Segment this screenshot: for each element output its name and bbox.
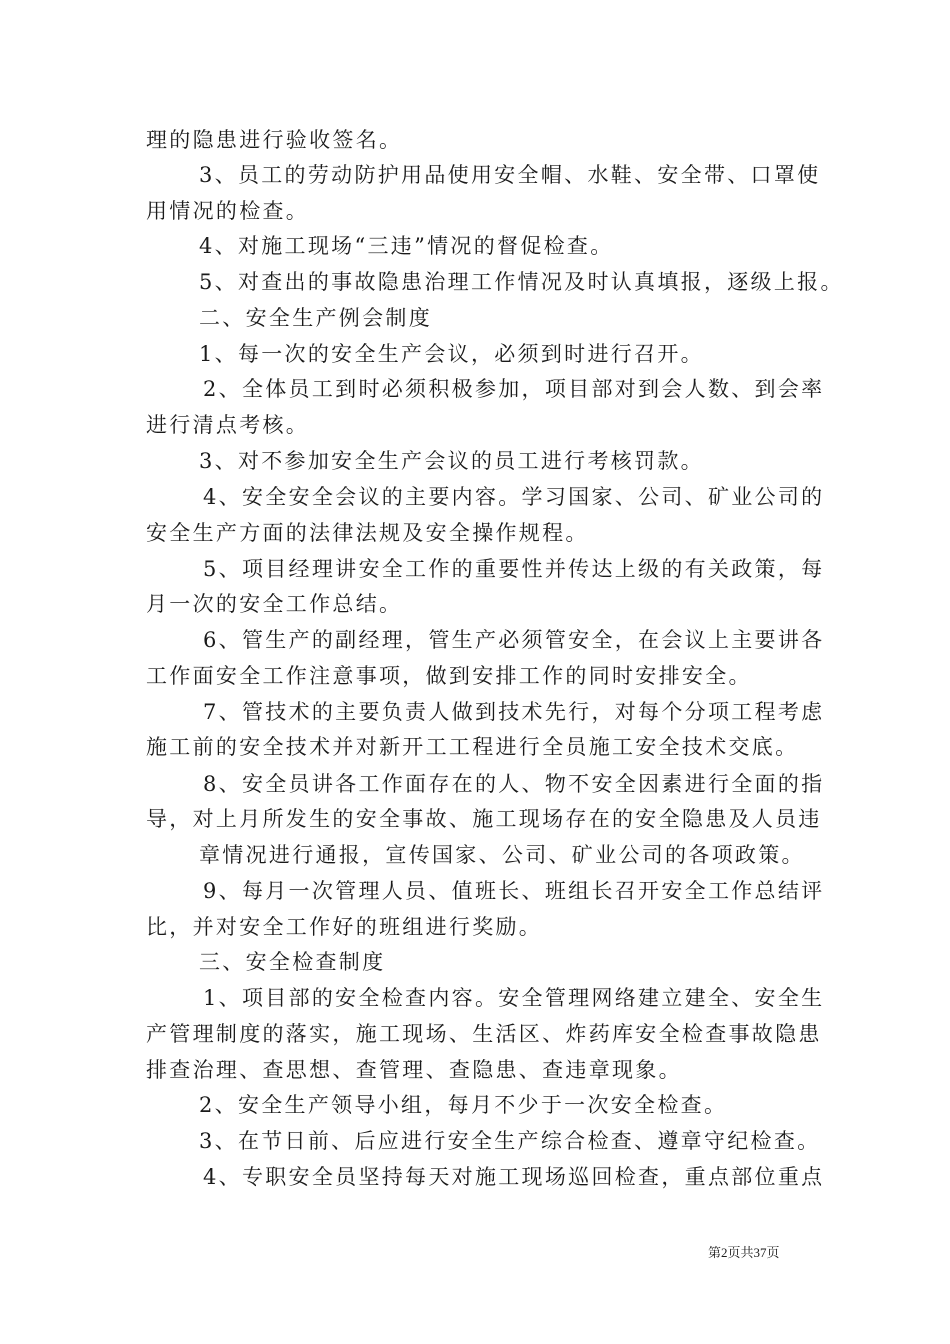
- text-line: 导，对上月所发生的安全事故、施工现场存在的安全隐患及人员违: [146, 807, 822, 831]
- text-line: 2、安全生产领导小组，每月不少于一次安全检查。: [199, 1093, 728, 1117]
- section-heading: 三、安全检查制度: [199, 950, 386, 974]
- page-number: 第2页共37页: [708, 1245, 780, 1260]
- text-line: 3、在节日前、后应进行安全生产综合检查、遵章守纪检查。: [199, 1129, 821, 1153]
- text-line: 4、安全安全会议的主要内容。学习国家、公司、矿业公司的: [203, 485, 825, 509]
- text-line: 安全生产方面的法律法规及安全操作规程。: [146, 521, 589, 545]
- text-line: 5、对查出的事故隐患治理工作情况及时认真填报，逐级上报。: [199, 270, 844, 294]
- text-line: 理的隐患进行验收签名。: [146, 128, 403, 152]
- text-line: 6、管生产的副经理，管生产必须管安全，在会议上主要讲各: [203, 628, 825, 652]
- text-line: 比，并对安全工作好的班组进行奖励。: [146, 915, 543, 939]
- text-line: 用情况的检查。: [146, 199, 310, 223]
- text-line: 4、专职安全员坚持每天对施工现场巡回检查，重点部位重点: [203, 1165, 825, 1189]
- text-line: 施工前的安全技术并对新开工工程进行全员施工安全技术交底。: [146, 735, 799, 759]
- text-line: 1、每一次的安全生产会议，必须到时进行召开。: [199, 342, 704, 366]
- text-line: 5、项目经理讲安全工作的重要性并传达上级的有关政策，每: [203, 557, 825, 581]
- text-line: 3、员工的劳动防护用品使用安全帽、水鞋、安全带、口罩使: [199, 163, 821, 187]
- text-line: 进行清点考核。: [146, 413, 310, 437]
- text-line: 4、对施工现场“三违”情况的督促检查。: [199, 234, 614, 258]
- text-line: 2、全体员工到时必须积极参加，项目部对到会人数、到会率: [203, 377, 825, 401]
- text-line: 章情况进行通报，宣传国家、公司、矿业公司的各项政策。: [199, 843, 805, 867]
- text-line: 1、项目部的安全检查内容。安全管理网络建立建全、安全生: [203, 986, 825, 1010]
- text-line: 7、管技术的主要负责人做到技术先行，对每个分项工程考虑: [203, 700, 825, 724]
- text-line: 3、对不参加安全生产会议的员工进行考核罚款。: [199, 449, 704, 473]
- text-line: 月一次的安全工作总结。: [146, 592, 403, 616]
- text-line: 8、安全员讲各工作面存在的人、物不安全因素进行全面的指: [203, 772, 825, 796]
- text-line: 工作面安全工作注意事项，做到安排工作的同时安排安全。: [146, 664, 752, 688]
- text-line: 产管理制度的落实，施工现场、生活区、炸药库安全检查事故隐患: [146, 1022, 822, 1046]
- text-line: 排查治理、查思想、查管理、查隐患、查违章现象。: [146, 1058, 682, 1082]
- section-heading: 二、安全生产例会制度: [199, 306, 432, 330]
- text-line: 9、每月一次管理人员、值班长、班组长召开安全工作总结评: [203, 879, 825, 903]
